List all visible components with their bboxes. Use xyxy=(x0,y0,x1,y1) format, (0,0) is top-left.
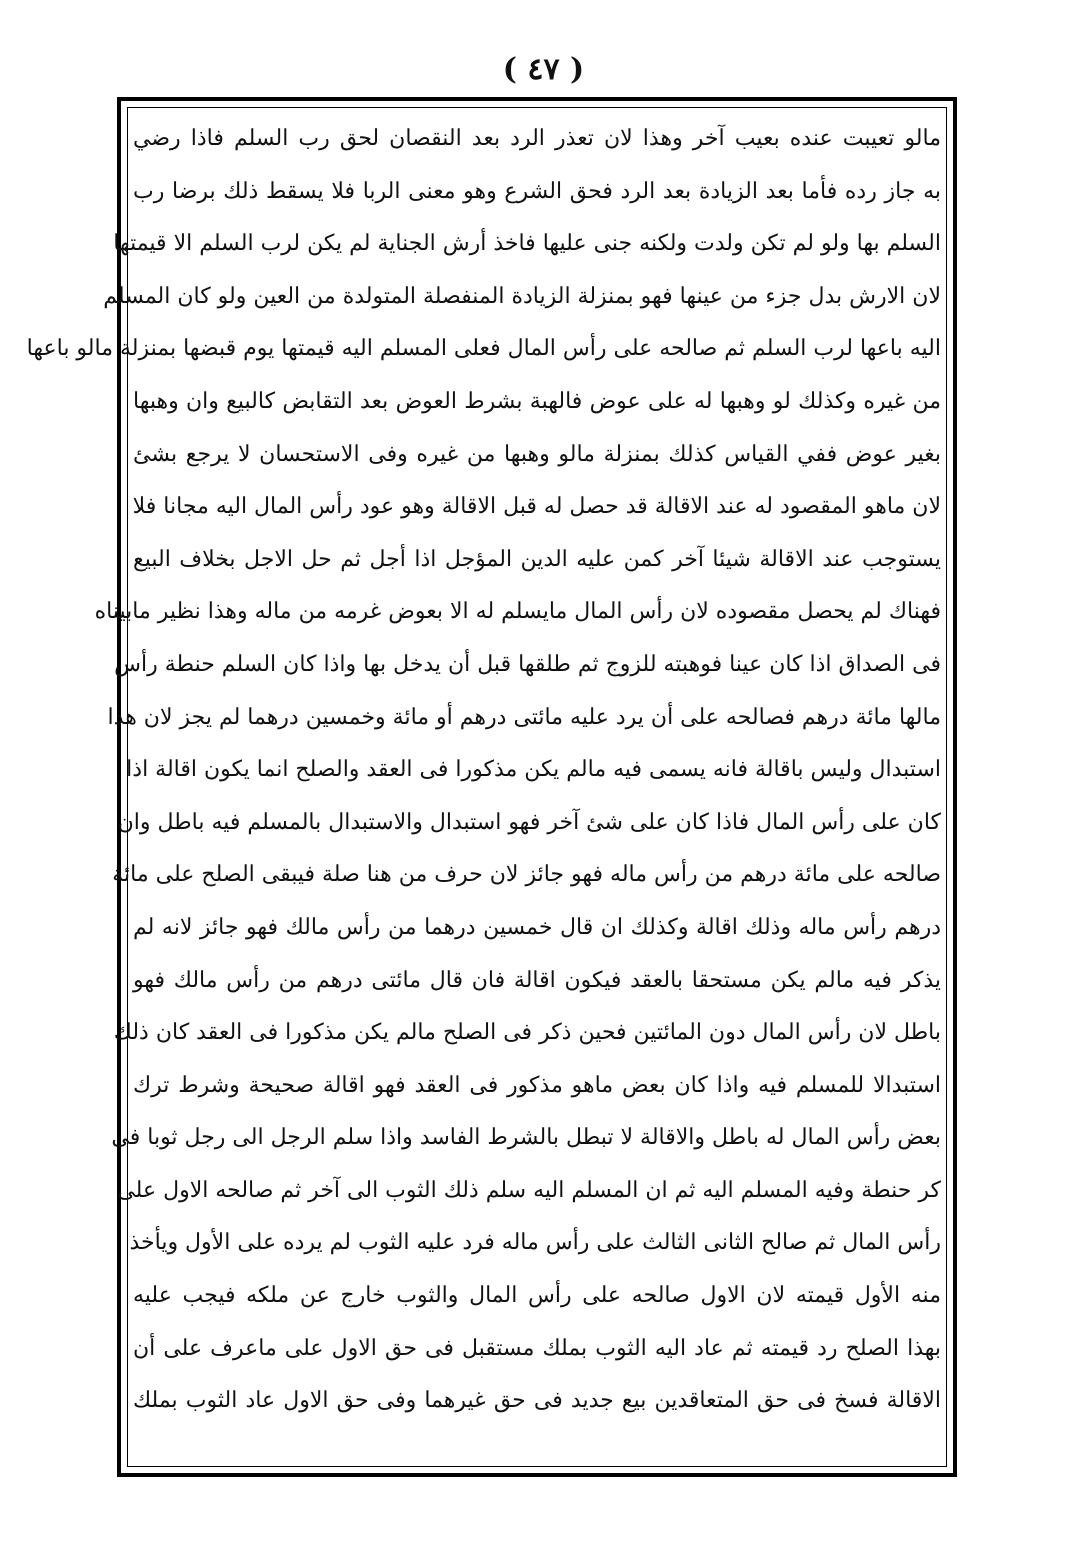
text-line: صالحه على مائة درهم من رأس ماله فهو جائز لان حرف من هنا صلة فيبقى الصلح على مائة xyxy=(112,862,941,888)
text-line: فى الصداق اذا كان عينا فوهبته للزوج ثم طلقها قبل أن يدخل بها واذا كان السلم حنطة رأس xyxy=(114,651,941,677)
text-line: درهم رأس ماله وذلك اقالة وكذلك ان قال خمسين درهما من رأس مالك فهو جائز لانه لم xyxy=(133,914,941,940)
page-number: ( ٤٧ ) xyxy=(502,52,585,87)
text-body xyxy=(26,113,941,1465)
text-line: استبدال وليس باقالة فانه يسمى فيه مالم يكن مذكورا فى العقد والصلح انما يكون اقالة اذا xyxy=(126,757,941,783)
text-line: به جاز رده فأما بعد الزيادة بعد الرد فحق الشرع وهو معنى الربا فلا يسقط ذلك برضا رب xyxy=(133,178,941,204)
text-line: الاقالة فسخ فى حق المتعاقدين بيع جديد فى حق غيرهما وفى حق الاول عاد الثوب بملك xyxy=(133,1388,941,1414)
text-line: من غيره وكذلك لو وهبها له على عوض فالهبة بشرط العوض بعد التقابض كالبيع وان وهبها xyxy=(133,388,941,414)
text-frame xyxy=(26,97,957,1477)
text-line: بهذا الصلح رد قيمته ثم عاد اليه الثوب بملك مستقبل فى حق الاول على ماعرف على أن xyxy=(133,1335,941,1361)
text-line: فهناك لم يحصل مقصوده لان رأس المال مايسلم له الا بعوض غرمه من ماله وهذا نظير مابيناه xyxy=(94,599,941,625)
text-line: منه الأول قيمته لان الاول صالحه على رأس المال والثوب خارج عن ملكه فيجب عليه xyxy=(133,1283,941,1309)
text-line: مالها مائة درهم فصالحه على أن يرد عليه مائتى درهم أو مائة وخمسين درهما لم يجز لان هذا xyxy=(107,704,941,730)
text-line: رأس المال ثم صالح الثانى الثالث على رأس ماله فرد عليه الثوب لم يرده على الأول ويأخذ xyxy=(129,1230,941,1256)
text-line: لان ماهو المقصود له عند الاقالة قد حصل له قبل الاقالة وهو عود رأس المال اليه مجانا فلا xyxy=(132,494,941,520)
text-line: يذكر فيه مالم يكن مستحقا بالعقد فيكون اقالة فان قال مائتى درهم من رأس مالك فهو xyxy=(133,967,941,993)
text-line: استبدالا للمسلم فيه واذا كان بعض ماهو مذكور فى العقد فهو اقالة صحيحة وشرط ترك xyxy=(133,1072,941,1098)
text-line: باطل لان رأس المال دون المائتين فحين ذكر فى الصلح مالم يكن مذكورا فى العقد كان ذلك xyxy=(113,1020,941,1046)
text-line: يستوجب عند الاقالة شيئا آخر كمن عليه الدين المؤجل اذا أجل ثم حل الاجل بخلاف البيع xyxy=(133,546,941,572)
text-line: بعض رأس المال له باطل والاقالة لا تبطل بالشرط الفاسد واذا سلم الرجل الى رجل ثوبا فى xyxy=(111,1125,941,1151)
text-line: اليه باعها لرب السلم ثم صالحه على رأس المال فعلى المسلم اليه قيمتها يوم قبضها بمنزلة مالو باعها xyxy=(26,336,941,362)
text-line: السلم بها ولو لم تكن ولدت ولكنه جنى عليها فاخذ أرش الجناية لم يكن لرب السلم الا قيمتها xyxy=(113,231,941,257)
text-line: بغير عوض ففي القياس كذلك بمنزلة مالو وهبها من غيره وفى الاستحسان لا يرجع بشئ xyxy=(133,441,941,467)
text-line: كان على رأس المال فاذا كان على شئ آخر فهو استبدال والاستبدال بالمسلم فيه باطل وان xyxy=(117,809,941,835)
text-line: مالو تعيبت عنده بعيب آخر وهذا لان تعذر الرد بعد النقصان لحق رب السلم فاذا رضي xyxy=(133,126,941,151)
text-line: لان الارش بدل جزء من عينها فهو بمنزلة الزيادة المنفصلة المتولدة من العين ولو كان المسلم xyxy=(103,283,941,309)
text-line: كر حنطة وفيه المسلم اليه ثم ان المسلم اليه سلم ذلك الثوب الى آخر ثم صالحه الاول على xyxy=(117,1177,941,1203)
